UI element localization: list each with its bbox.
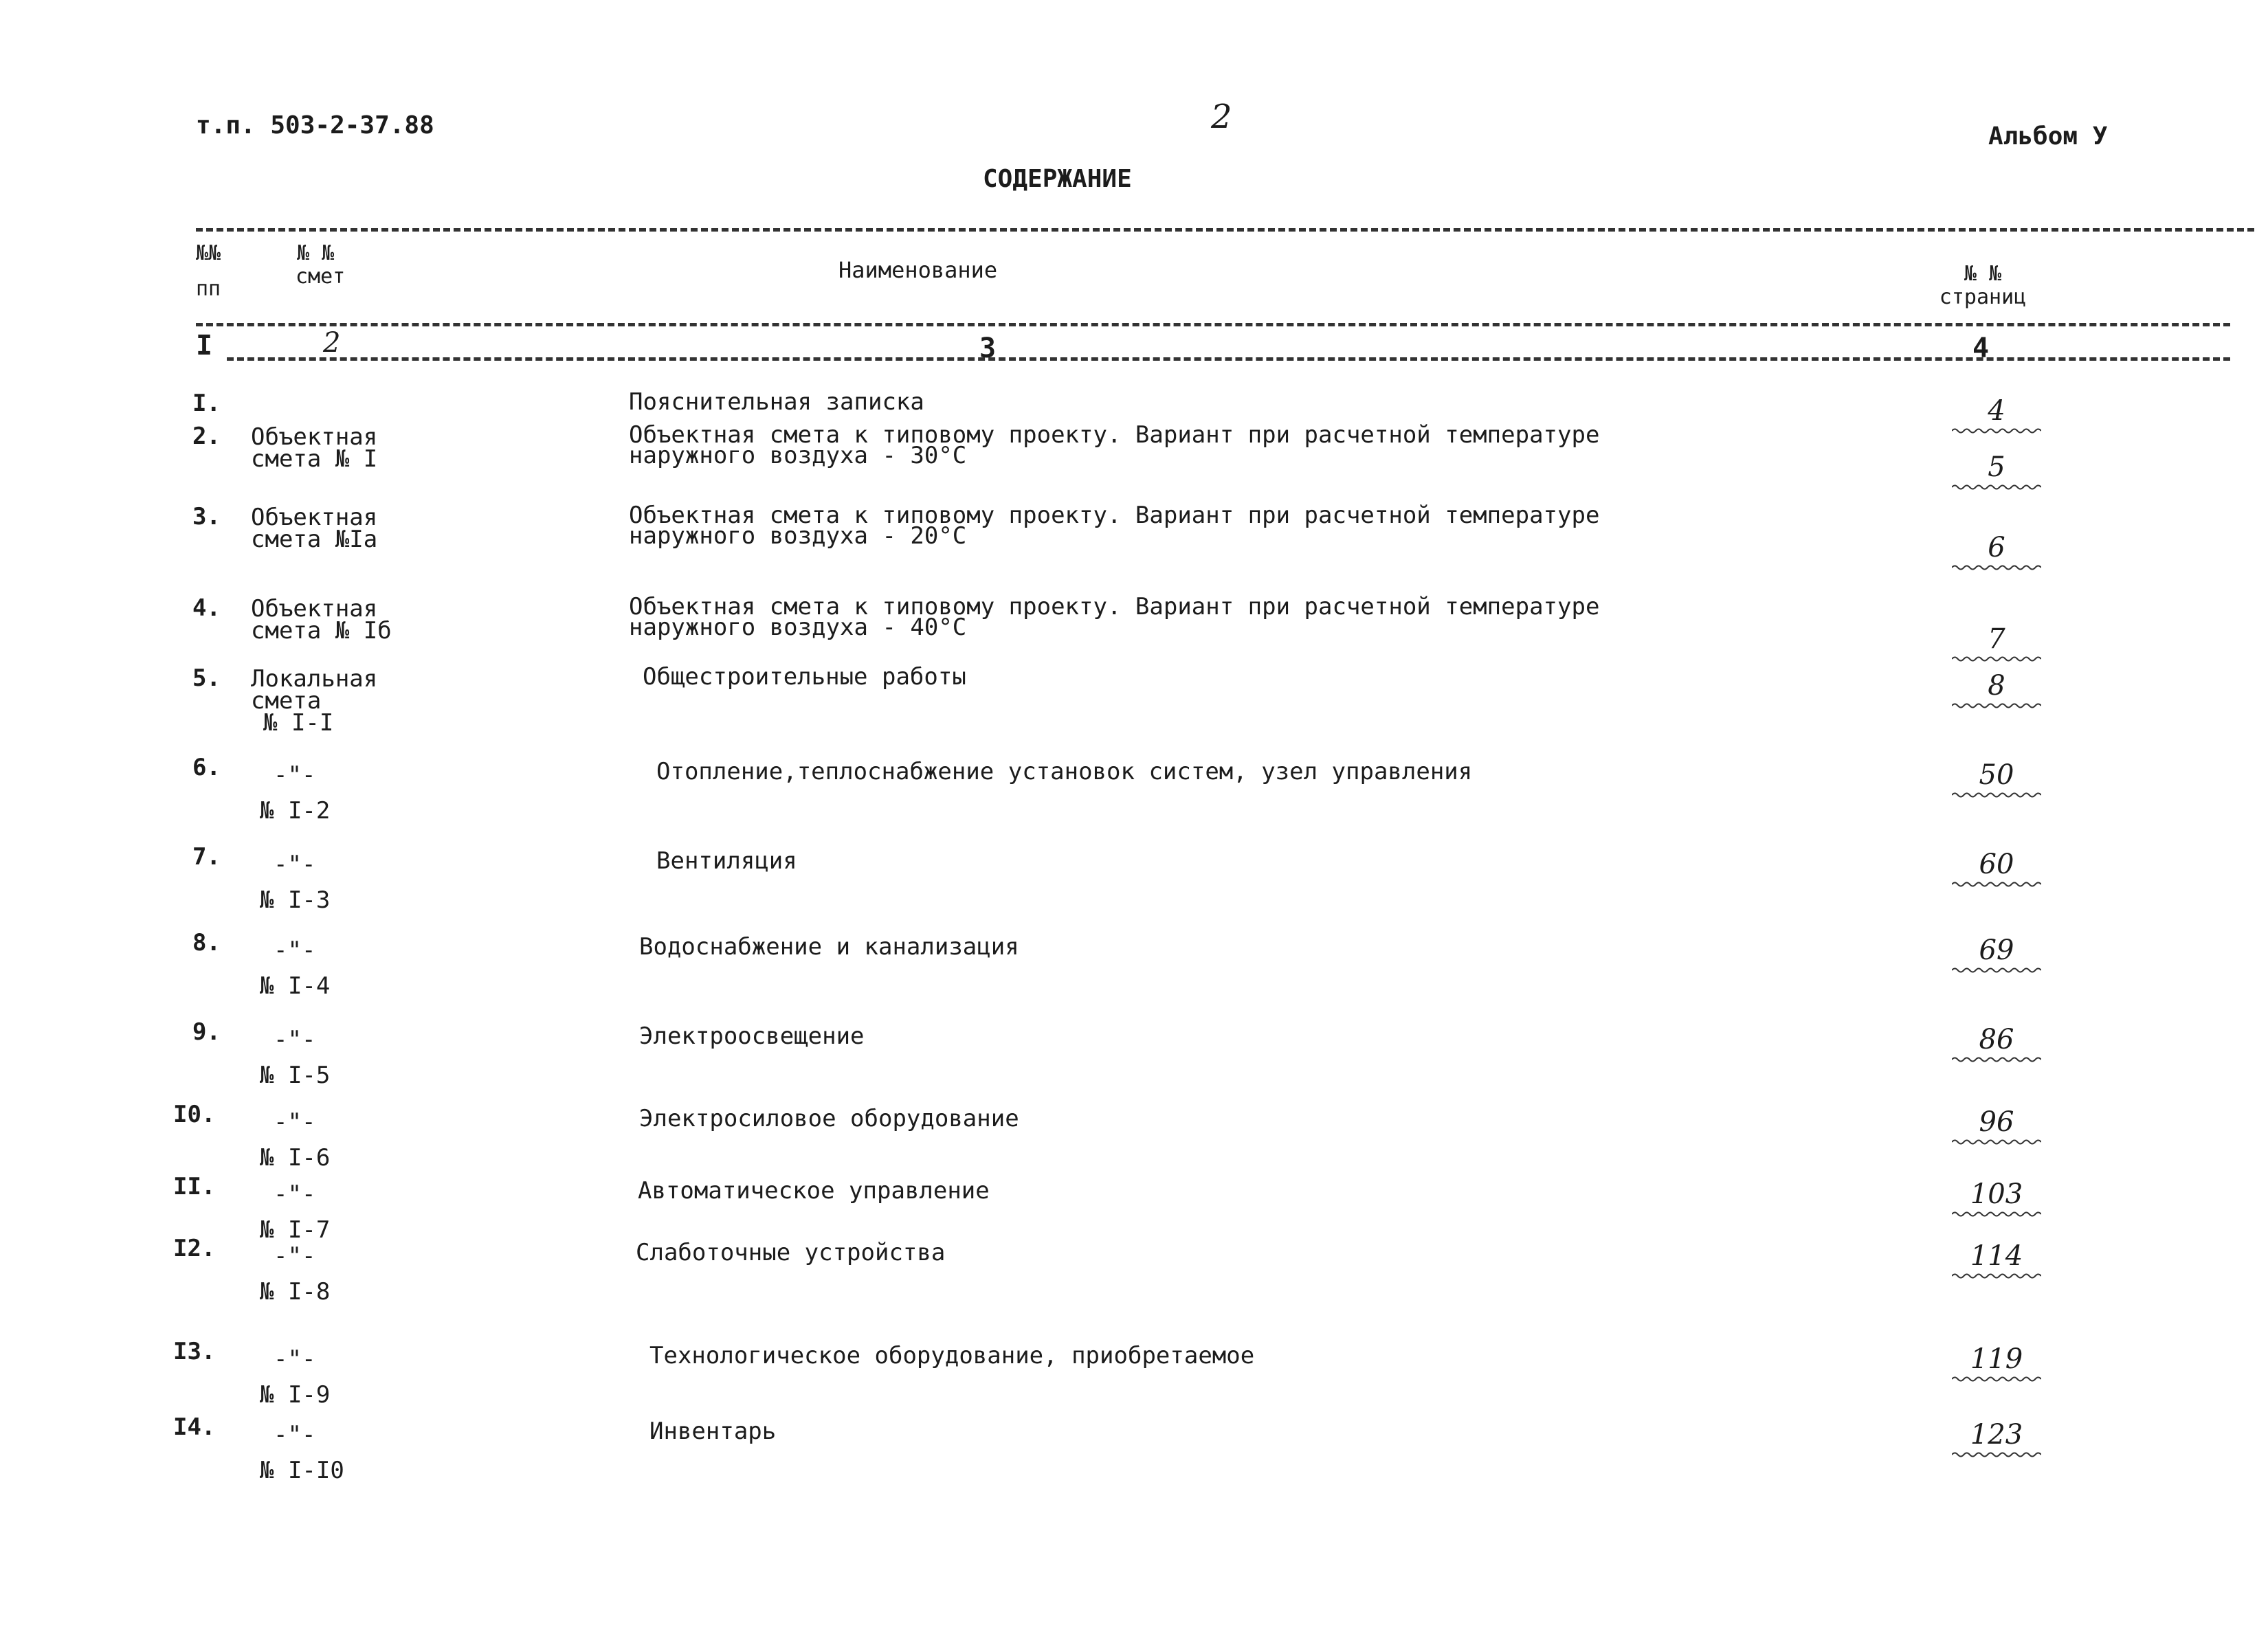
row-name <box>639 933 1019 961</box>
row-name <box>638 1177 990 1205</box>
row-number: 8. <box>192 929 221 956</box>
row-smeta-line: смета <box>251 687 322 715</box>
col-number-3: 3 <box>979 333 997 364</box>
row-page <box>1952 1179 2041 1218</box>
row-name <box>643 663 966 691</box>
row-smeta-line: № I-9 <box>260 1381 331 1409</box>
row-number: I3. <box>173 1338 216 1365</box>
row-name-line: Пояснительная записка <box>629 388 924 416</box>
row-name <box>656 847 797 875</box>
row-smeta <box>260 757 331 829</box>
row-name-line: Водоснабжение и канализация <box>639 933 1019 961</box>
album-label: Альбом У <box>1988 122 2108 150</box>
row-number: I. <box>192 390 221 417</box>
page-title: СОДЕРЖАНИЕ <box>983 165 1132 193</box>
col-number-4: 4 <box>1972 333 1990 364</box>
row-page-number: 5 <box>1988 451 2005 483</box>
row-name-line: Инвентарь <box>649 1418 777 1445</box>
row-name <box>649 1342 1255 1369</box>
col-number-2: 2 <box>323 327 341 359</box>
row-page-underline <box>1952 484 2041 491</box>
page-number: 2 <box>1211 98 1232 136</box>
row-smeta-line: -"- <box>274 1242 316 1270</box>
row-smeta-line: № I-7 <box>260 1216 331 1244</box>
row-page-number: 50 <box>1979 759 2014 791</box>
col-name-header: Наименование <box>838 257 998 283</box>
row-page-underline <box>1952 1211 2041 1218</box>
row-name <box>656 758 1473 785</box>
row-name-line: наружного воздуха - 40°С <box>629 614 967 641</box>
row-name-line: Объектная смета к типовому проекту. Вариант при расчетной температуре <box>629 502 1600 529</box>
row-number: 7. <box>192 843 221 871</box>
row-page-number: 6 <box>1988 532 2005 563</box>
col-number-1: I <box>196 330 213 361</box>
row-number: II. <box>173 1173 216 1200</box>
row-smeta-line: смета № Iб <box>251 617 392 645</box>
row-page-underline <box>1952 702 2041 709</box>
row-smeta-line: -"- <box>274 851 316 878</box>
row-page <box>1952 1420 2041 1458</box>
row-page-underline <box>1952 427 2041 434</box>
row-page-number: 69 <box>1979 934 2014 966</box>
row-smeta-line: Объектная <box>251 504 378 531</box>
row-page <box>1952 760 2041 798</box>
row-page <box>1952 1107 2041 1145</box>
row-number: 3. <box>192 503 221 530</box>
row-name-line: Объектная смета к типовому проекту. Вариант при расчетной температуре <box>629 421 1600 449</box>
row-page-number: 8 <box>1988 670 2005 702</box>
row-name-line: Электросиловое оборудование <box>639 1105 1019 1132</box>
row-smeta-line: № I-2 <box>260 797 331 825</box>
row-smeta-line: Объектная <box>251 423 378 451</box>
row-number: I2. <box>173 1235 216 1262</box>
row-page <box>1952 452 2041 491</box>
row-page <box>1952 1344 2041 1383</box>
row-page <box>1952 1241 2041 1279</box>
row-smeta <box>251 665 378 737</box>
row-name-line: Отопление,теплоснабжение установок систем, узел управления <box>656 758 1473 785</box>
col-pages-header: № № страниц <box>1939 262 2027 309</box>
row-number: 6. <box>192 754 221 781</box>
row-page <box>1952 396 2041 434</box>
row-smeta <box>251 423 378 473</box>
row-smeta-line: -"- <box>274 1026 316 1053</box>
row-page-number: 7 <box>1988 623 2005 655</box>
row-page-number: 86 <box>1979 1024 2014 1055</box>
row-smeta-line: № I-8 <box>260 1278 331 1306</box>
row-page-underline <box>1952 967 2041 974</box>
row-smeta <box>260 1104 331 1176</box>
row-page-underline <box>1952 881 2041 888</box>
row-smeta-line: № I-I <box>263 709 334 737</box>
row-page-number: 119 <box>1970 1343 2023 1375</box>
row-name <box>639 1105 1019 1132</box>
row-number: 9. <box>192 1018 221 1046</box>
row-name <box>639 1022 865 1050</box>
row-page-underline <box>1952 1139 2041 1145</box>
row-smeta <box>251 595 392 645</box>
column-numbers-rule <box>227 357 2230 361</box>
row-number: 5. <box>192 664 221 692</box>
row-page-underline <box>1952 1273 2041 1279</box>
row-smeta-line: Локальная <box>251 665 378 693</box>
row-smeta <box>260 847 331 918</box>
table-top-rule <box>196 228 2254 232</box>
row-smeta-line: -"- <box>274 937 316 964</box>
row-name <box>629 421 1600 469</box>
row-page-underline <box>1952 1056 2041 1063</box>
row-name <box>649 1418 777 1445</box>
row-page-underline <box>1952 792 2041 798</box>
row-smeta-line: смета № I <box>251 445 378 473</box>
row-name <box>629 593 1600 641</box>
row-smeta-line: Объектная <box>251 595 378 623</box>
row-smeta-line: № I-I0 <box>260 1457 344 1484</box>
row-name-line: Технологическое оборудование, приобретаемое <box>649 1342 1255 1369</box>
row-page <box>1952 1025 2041 1063</box>
row-page-underline <box>1952 564 2041 571</box>
row-smeta <box>260 1417 344 1488</box>
row-name-line: Вентиляция <box>656 847 797 875</box>
row-smeta-line: -"- <box>274 1421 316 1448</box>
row-page <box>1952 935 2041 974</box>
row-name-line: наружного воздуха - 30°С <box>629 442 967 469</box>
row-smeta <box>260 1341 331 1413</box>
row-page <box>1952 624 2041 662</box>
row-page-number: 114 <box>1970 1240 2023 1272</box>
row-page <box>1952 671 2041 709</box>
row-number: I0. <box>173 1101 216 1128</box>
row-page-number: 123 <box>1970 1419 2023 1451</box>
row-smeta-line: № I-6 <box>260 1144 331 1172</box>
row-smeta-line: № I-4 <box>260 972 331 1000</box>
row-page-underline <box>1952 1451 2041 1458</box>
row-smeta-line: -"- <box>274 1180 316 1208</box>
row-number: 2. <box>192 423 221 450</box>
row-name-line: Слаботочные устройства <box>636 1239 946 1266</box>
document-code: т.п. 503-2-37.88 <box>196 111 434 139</box>
row-page <box>1952 533 2041 571</box>
row-name-line: Автоматическое управление <box>638 1177 990 1205</box>
col-smeta-header: № № смет <box>296 241 346 289</box>
row-name-line: Электроосвещение <box>639 1022 865 1050</box>
row-page-number: 60 <box>1979 849 2014 880</box>
row-smeta-line: -"- <box>274 1345 316 1373</box>
row-name-line: наружного воздуха - 20°С <box>629 522 967 550</box>
row-smeta-line: -"- <box>274 1108 316 1136</box>
row-page-number: 4 <box>1988 395 2005 427</box>
row-page <box>1952 849 2041 888</box>
row-page-underline <box>1952 1376 2041 1383</box>
row-page-number: 96 <box>1979 1106 2014 1138</box>
table-header-rule <box>196 323 2230 326</box>
row-page-number: 103 <box>1970 1178 2023 1210</box>
row-page-underline <box>1952 656 2041 662</box>
row-smeta-line: № I-5 <box>260 1062 331 1089</box>
row-smeta <box>260 1238 331 1310</box>
col-num-header: №№ пп <box>196 241 221 301</box>
row-smeta <box>251 504 378 553</box>
row-name-line: Объектная смета к типовому проекту. Вариант при расчетной температуре <box>629 593 1600 620</box>
row-smeta <box>260 932 331 1004</box>
row-name <box>629 502 1600 550</box>
row-smeta-line: смета №Iа <box>251 526 378 553</box>
row-smeta-line: № I-3 <box>260 886 331 914</box>
row-smeta-line: -"- <box>274 761 316 789</box>
row-name <box>629 388 924 416</box>
row-number: I4. <box>173 1413 216 1441</box>
row-smeta <box>260 1176 331 1248</box>
row-name <box>636 1239 946 1266</box>
row-name-line: Общестроительные работы <box>643 663 966 691</box>
row-number: 4. <box>192 594 221 622</box>
row-smeta <box>260 1022 331 1093</box>
